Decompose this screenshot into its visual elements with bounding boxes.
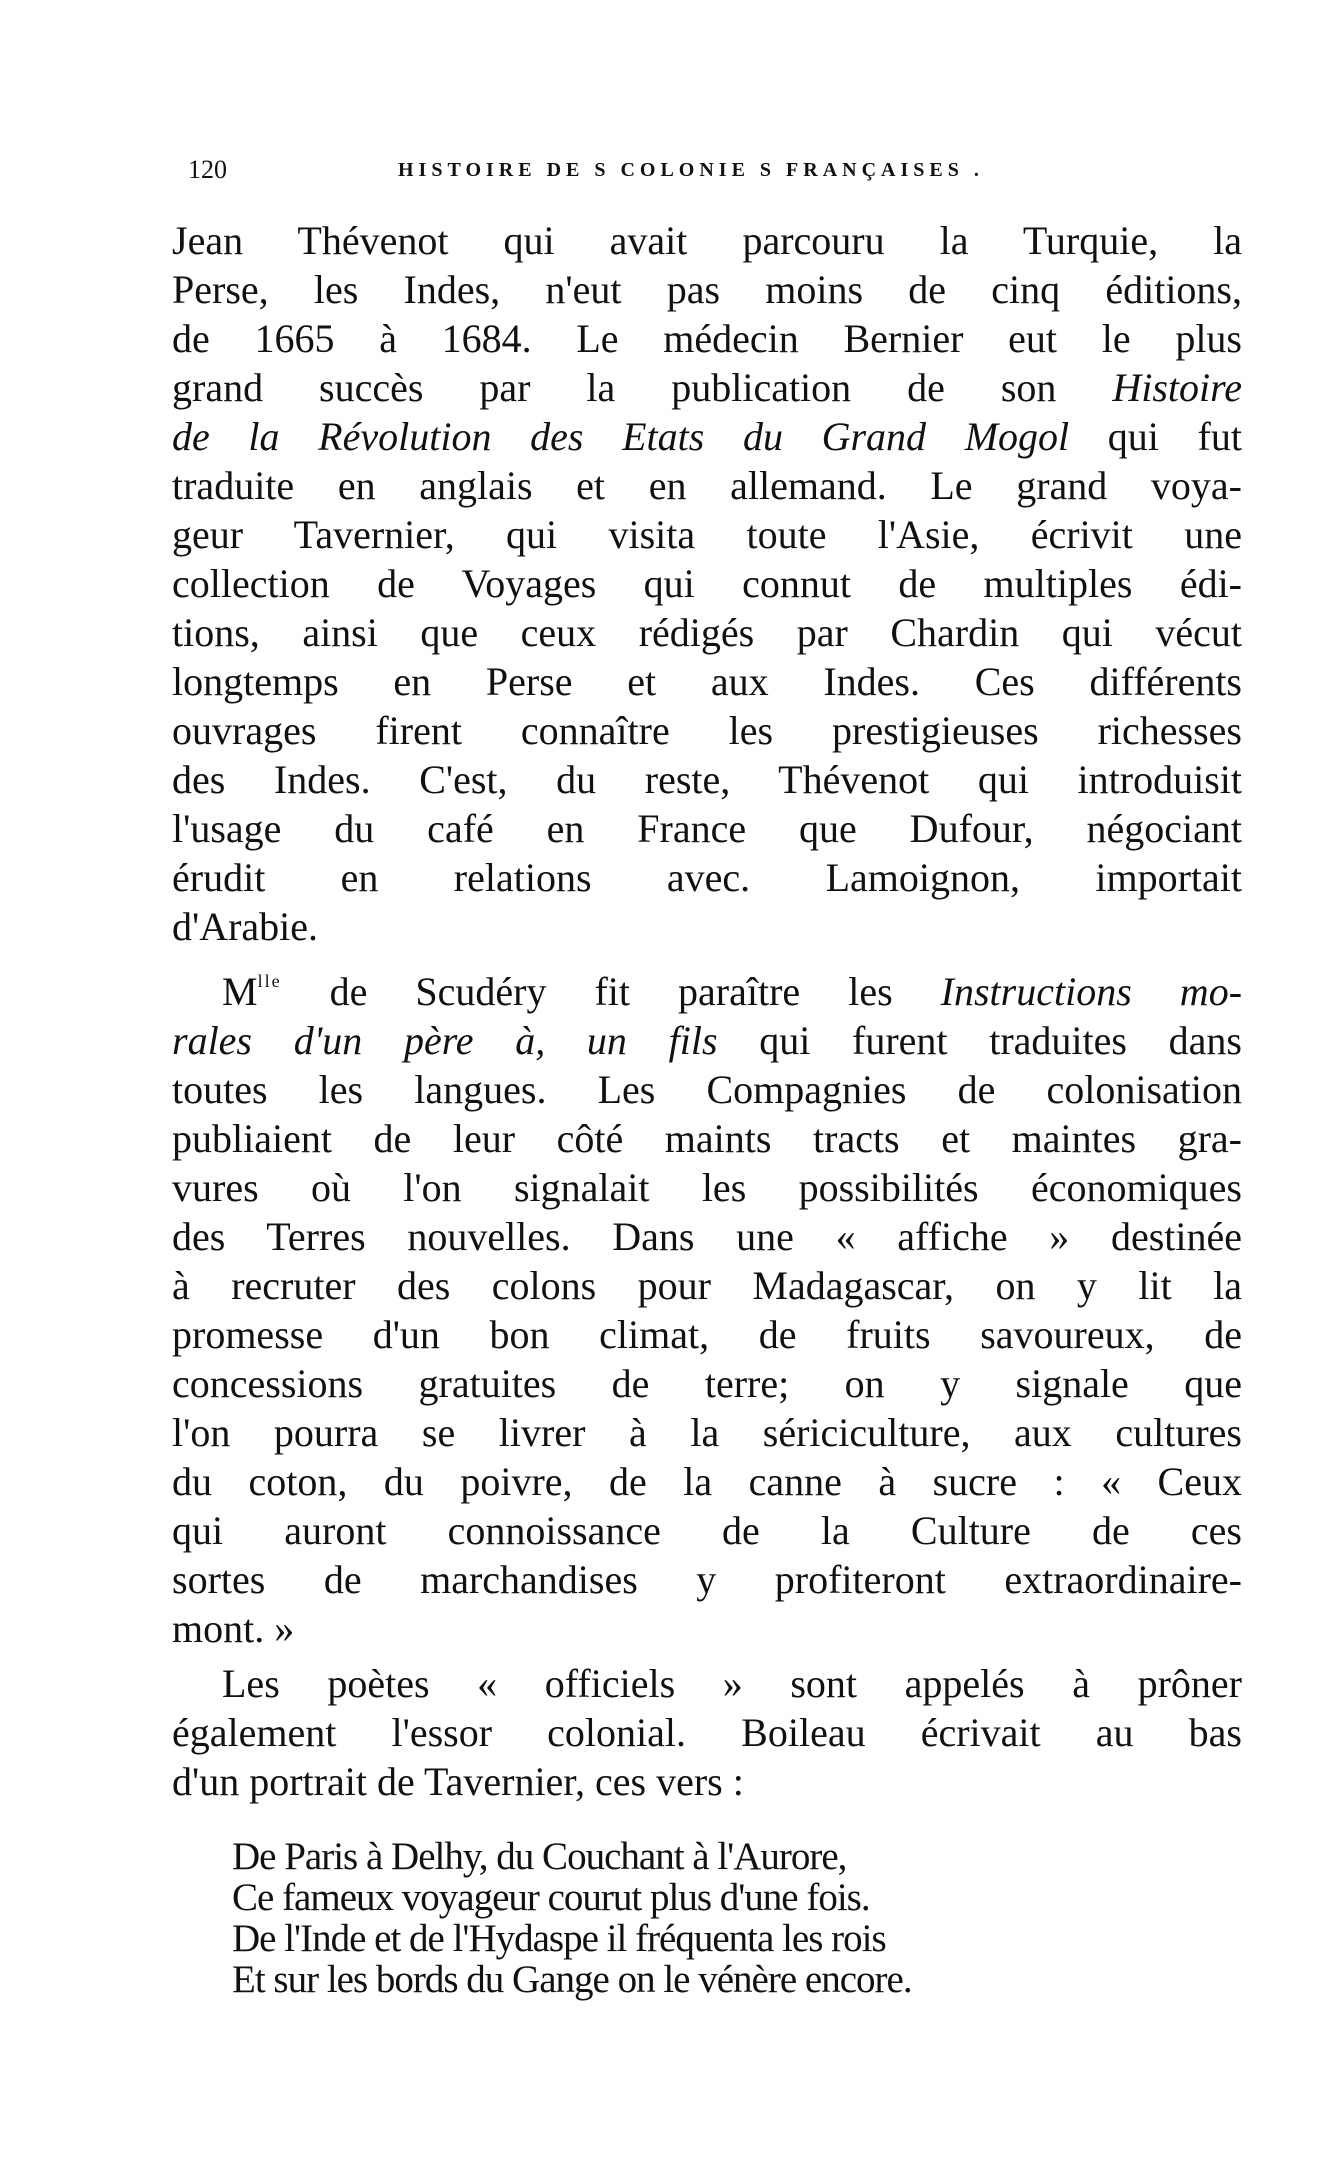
text-line: vures où l'on signalait les possibilités économiques bbox=[172, 1165, 1242, 1210]
verse-line: Ce fameux voyageur courut plus d'une fois. bbox=[232, 1876, 870, 1919]
text-line: Perse, les Indes, n'eut pas moins de cinq éditions, bbox=[172, 267, 1242, 312]
text-line: du coton, du poivre, de la canne à sucre : « Ceux bbox=[172, 1459, 1242, 1504]
text-line: Les poètes « officiels » sont appelés à prôner bbox=[222, 1661, 1242, 1706]
text-line: qui auront connoissance de la Culture de ces bbox=[172, 1508, 1242, 1553]
text-line: concessions gratuites de terre; on y signale que bbox=[172, 1361, 1242, 1406]
text-line: promesse d'un bon climat, de fruits savoureux, de bbox=[172, 1312, 1242, 1357]
text-segment: grand succès par la publication de son bbox=[172, 365, 1057, 410]
text-line: d'un portrait de Tavernier, ces vers : bbox=[172, 1759, 744, 1804]
text-line bbox=[172, 957, 1242, 1016]
body-text bbox=[172, 216, 1242, 1806]
text-line: mont. » bbox=[172, 1606, 295, 1651]
text-line: l'usage du café en France que Dufour, négociant bbox=[172, 806, 1242, 851]
book-title-italic: de la Révolution des Etats du Grand Mogol bbox=[172, 414, 1070, 459]
book-title-italic: Instructions mo- bbox=[940, 969, 1243, 1014]
verse-line: De l'Inde et de l'Hydaspe il fréquenta les rois bbox=[232, 1917, 886, 1960]
text-line: de 1665 à 1684. Le médecin Bernier eut le plus bbox=[172, 316, 1242, 361]
text-line: longtemps en Perse et aux Indes. Ces différents bbox=[172, 659, 1242, 704]
text-segment: qui fut bbox=[1107, 414, 1242, 459]
running-title: HISTOIRE DE S COLONIE S FRANÇAISES . bbox=[398, 159, 984, 181]
verse-line: Et sur les bords du Gange on le vénère encore. bbox=[232, 1958, 912, 2001]
page-number: 120 bbox=[188, 155, 227, 184]
text-line: ouvrages firent connaître les prestigieuses richesses bbox=[172, 708, 1242, 753]
verse-quotation bbox=[232, 1836, 1132, 2000]
text-line: érudit en relations avec. Lamoignon, importait bbox=[172, 855, 1242, 900]
text-line: des Terres nouvelles. Dans une « affiche » destinée bbox=[172, 1214, 1242, 1259]
text-line bbox=[172, 412, 1242, 461]
superscript: lle bbox=[257, 971, 282, 991]
text-line: toutes les langues. Les Compagnies de colonisation bbox=[172, 1067, 1242, 1112]
text-line: l'on pourra se livrer à la sériciculture, aux cultures bbox=[172, 1410, 1242, 1455]
text-line bbox=[172, 1016, 1242, 1065]
text-segment: qui furent traduites dans bbox=[759, 1018, 1242, 1063]
text-line: sortes de marchandises y profiteront extraordinaire- bbox=[172, 1557, 1242, 1602]
text-line: collection de Voyages qui connut de multiples édi- bbox=[172, 561, 1242, 606]
book-title-italic: Histoire bbox=[1112, 365, 1242, 410]
text-line: à recruter des colons pour Madagascar, on y lit la bbox=[172, 1263, 1242, 1308]
text-segment: M bbox=[222, 969, 258, 1014]
text-line: geur Tavernier, qui visita toute l'Asie, écrivit une bbox=[172, 512, 1242, 557]
text-line: des Indes. C'est, du reste, Thévenot qui introduisit bbox=[172, 757, 1242, 802]
text-line: tions, ainsi que ceux rédigés par Chardin qui vécut bbox=[172, 610, 1242, 655]
text-line: également l'essor colonial. Boileau écrivait au bas bbox=[172, 1710, 1242, 1755]
text-line: Jean Thévenot qui avait parcouru la Turquie, la bbox=[172, 218, 1242, 263]
text-line: d'Arabie. bbox=[172, 904, 319, 949]
text-line: traduite en anglais et en allemand. Le grand voya- bbox=[172, 463, 1242, 508]
text-line: publiaient de leur côté maints tracts et maintes gra- bbox=[172, 1116, 1242, 1161]
text-segment: de Scudéry fit paraître les bbox=[329, 969, 893, 1014]
text-line bbox=[172, 363, 1242, 412]
verse-line: De Paris à Delhy, du Couchant à l'Aurore, bbox=[232, 1835, 847, 1878]
running-header bbox=[188, 150, 1238, 190]
book-title-italic: rales d'un père à, un fils bbox=[172, 1018, 718, 1063]
